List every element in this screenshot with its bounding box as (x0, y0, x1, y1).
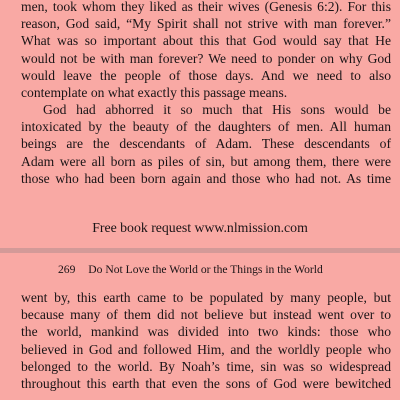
text-line: those who had been born again and those who had not. As time (21, 170, 391, 186)
text-line: beings are the descendants of Adam. These descendants of (21, 136, 391, 152)
body-paragraph (21, 0, 391, 101)
text-line: went by, this earth came to be populated by many people, but (21, 290, 391, 305)
text-line: throughout this earth that even the sons of God were bewitched (21, 376, 391, 392)
text-line: would not be with man forever? We need to ponder on why God (21, 50, 391, 66)
running-title: Do Not Love the World or the Things in the World (88, 263, 323, 276)
text-line: because many of them did not believe but instead went over to (21, 307, 391, 323)
text-line: Adam were all born as piles of sin, but among them, there were (21, 153, 391, 169)
footer-link[interactable]: Free book request www.nlmission.com (92, 220, 308, 235)
text-line: reason, God said, “My Spirit shall not strive with man forever.” (21, 16, 391, 32)
page-number: 269 (58, 263, 76, 276)
text-line: contemplate on what exactly this passage means. (21, 85, 288, 101)
page-divider (0, 248, 400, 253)
body-paragraph (21, 101, 391, 187)
text-line: God had abhorred it so much that His sons would be (43, 102, 391, 117)
text-line: What was so important about this that God would say that He (21, 33, 391, 49)
body-paragraph (21, 289, 391, 392)
text-line: believed in God and followed Him, and the worldly people who (21, 341, 391, 357)
text-line: belonged to the world. By Noah’s time, sin was so widespread (21, 358, 391, 374)
text-line: the world, mankind was divided into two kinds: those who (21, 324, 391, 340)
text-line: men, took whom they liked as their wives (Genesis 6:2). For this (21, 0, 391, 14)
text-line: intoxicated by the beauty of the daughters of men. All human (21, 119, 391, 135)
text-line: would leave the people of those days. And we need to also (21, 67, 391, 83)
running-header (58, 263, 388, 277)
